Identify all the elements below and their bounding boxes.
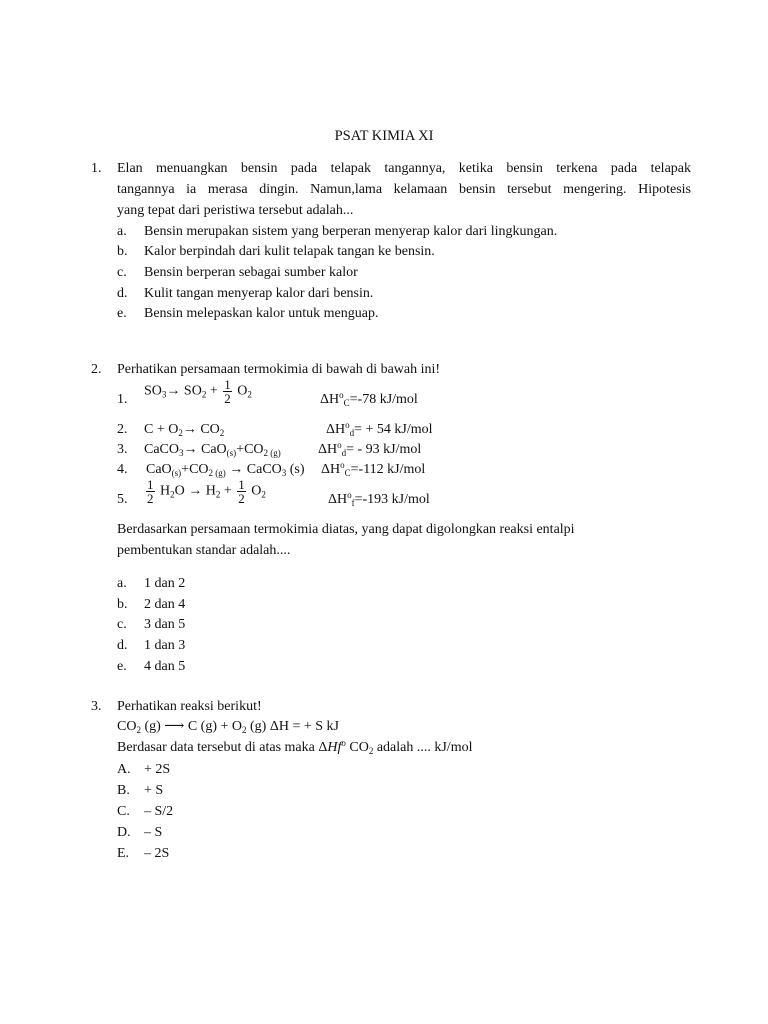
option-text: + 2S: [144, 762, 171, 777]
equation-formula: $C + O_2\to CO_2$: [144, 422, 225, 438]
enthalpy-value: $\Delta H^o_C=-112$ kJ/mol: [321, 460, 426, 478]
question-number: 3.: [91, 699, 102, 714]
equation-formula: $CaO_{(s)}+CO_{2 (g)}$ → CaCO$_3$ (s): [146, 462, 305, 478]
equation-label: 4.: [117, 462, 128, 477]
option-text: Kulit tangan menyerap kalor dari bensin.: [144, 286, 374, 301]
option-text: – 2S: [144, 846, 170, 861]
enthalpy-value: $\Delta H^o_d= + 54$ kJ/mol: [326, 420, 433, 438]
option-label: d.: [117, 286, 128, 301]
question-stem-line: Elan menuangkan bensin pada telapak tangannya, ketika bensin terkena pada telapak: [117, 161, 691, 176]
question-stem-line: yang tepat dari peristiwa tersebut adalah...: [117, 203, 354, 218]
question-number: 2.: [91, 362, 102, 377]
option-text: 1 dan 3: [144, 638, 186, 653]
option-text: Bensin melepaskan kalor untuk menguap.: [144, 306, 379, 321]
option-label: c.: [117, 617, 127, 632]
option-label: E.: [117, 846, 130, 861]
question-followup-line: pembentukan standar adalah....: [117, 543, 291, 558]
option-label: B.: [117, 783, 130, 798]
option-text: Bensin merupakan sistem yang berperan menyerap kalor dari lingkungan.: [144, 224, 558, 239]
option-text: 4 dan 5: [144, 659, 186, 674]
option-label: D.: [117, 825, 131, 840]
question-stem: Perhatikan persamaan termokimia di bawah di bawah ini!: [117, 362, 441, 377]
option-label: a.: [117, 224, 127, 239]
enthalpy-value: $\Delta H^o_f=-193$ kJ/mol: [328, 490, 430, 508]
option-text: – S/2: [144, 804, 174, 819]
option-label: c.: [117, 265, 127, 280]
option-text: Bensin berperan sebagai sumber kalor: [144, 265, 358, 280]
reaction-equation: $CO_2$ (g) ⟶ C $(g) + O_2$ (g) ΔH = + S kJ: [117, 719, 339, 735]
equation-label: 2.: [117, 422, 128, 437]
equation-label: 3.: [117, 442, 128, 457]
equation-label: 1.: [117, 392, 128, 407]
option-label: a.: [117, 576, 127, 591]
question-stem-line: tangannya ia merasa dingin. Namun,lama kelamaan bensin tersebut mengering. Hipotesis: [117, 182, 691, 197]
option-text: 2 dan 4: [144, 597, 186, 612]
page-title: PSAT KIMIA XI: [334, 128, 434, 144]
question-number: 1.: [91, 161, 102, 176]
enthalpy-value: $\Delta H^o_d= - 93$ kJ/mol: [318, 440, 422, 458]
option-text: 1 dan 2: [144, 576, 186, 591]
option-label: C.: [117, 804, 130, 819]
option-label: b.: [117, 244, 128, 259]
question-prompt: Berdasar data tersebut di atas maka ΔHf$^o$ $CO_2$ adalah .... kJ/mol: [117, 738, 473, 756]
option-label: A.: [117, 762, 131, 777]
equation-formula: $SO_3\to SO_2$ + $\frac{1}{2}$ $O_2$: [144, 377, 252, 406]
equation-formula: CaCO$_3$→ $CaO_{(s)}+CO_{2 (g)}$: [144, 442, 281, 458]
option-text: Kalor berpindah dari kulit telapak tangan ke bensin.: [144, 244, 435, 259]
option-label: e.: [117, 659, 127, 674]
equation-formula: $\frac{1}{2}$ $H_2O \to H_2$ + $\frac{1}{2}$ $O_2$: [147, 477, 266, 506]
option-label: e.: [117, 306, 127, 321]
question-stem: Perhatikan reaksi berikut!: [117, 699, 262, 714]
option-label: d.: [117, 638, 128, 653]
enthalpy-value: $\Delta H^o_C=-78$ kJ/mol: [320, 390, 418, 408]
option-text: + S: [144, 783, 164, 798]
option-text: – S: [144, 825, 163, 840]
question-followup-line: Berdasarkan persamaan termokimia diatas, yang dapat digolongkan reaksi entalpi: [117, 522, 575, 537]
equation-label: 5.: [117, 492, 128, 507]
option-label: b.: [117, 597, 128, 612]
option-text: 3 dan 5: [144, 617, 186, 632]
